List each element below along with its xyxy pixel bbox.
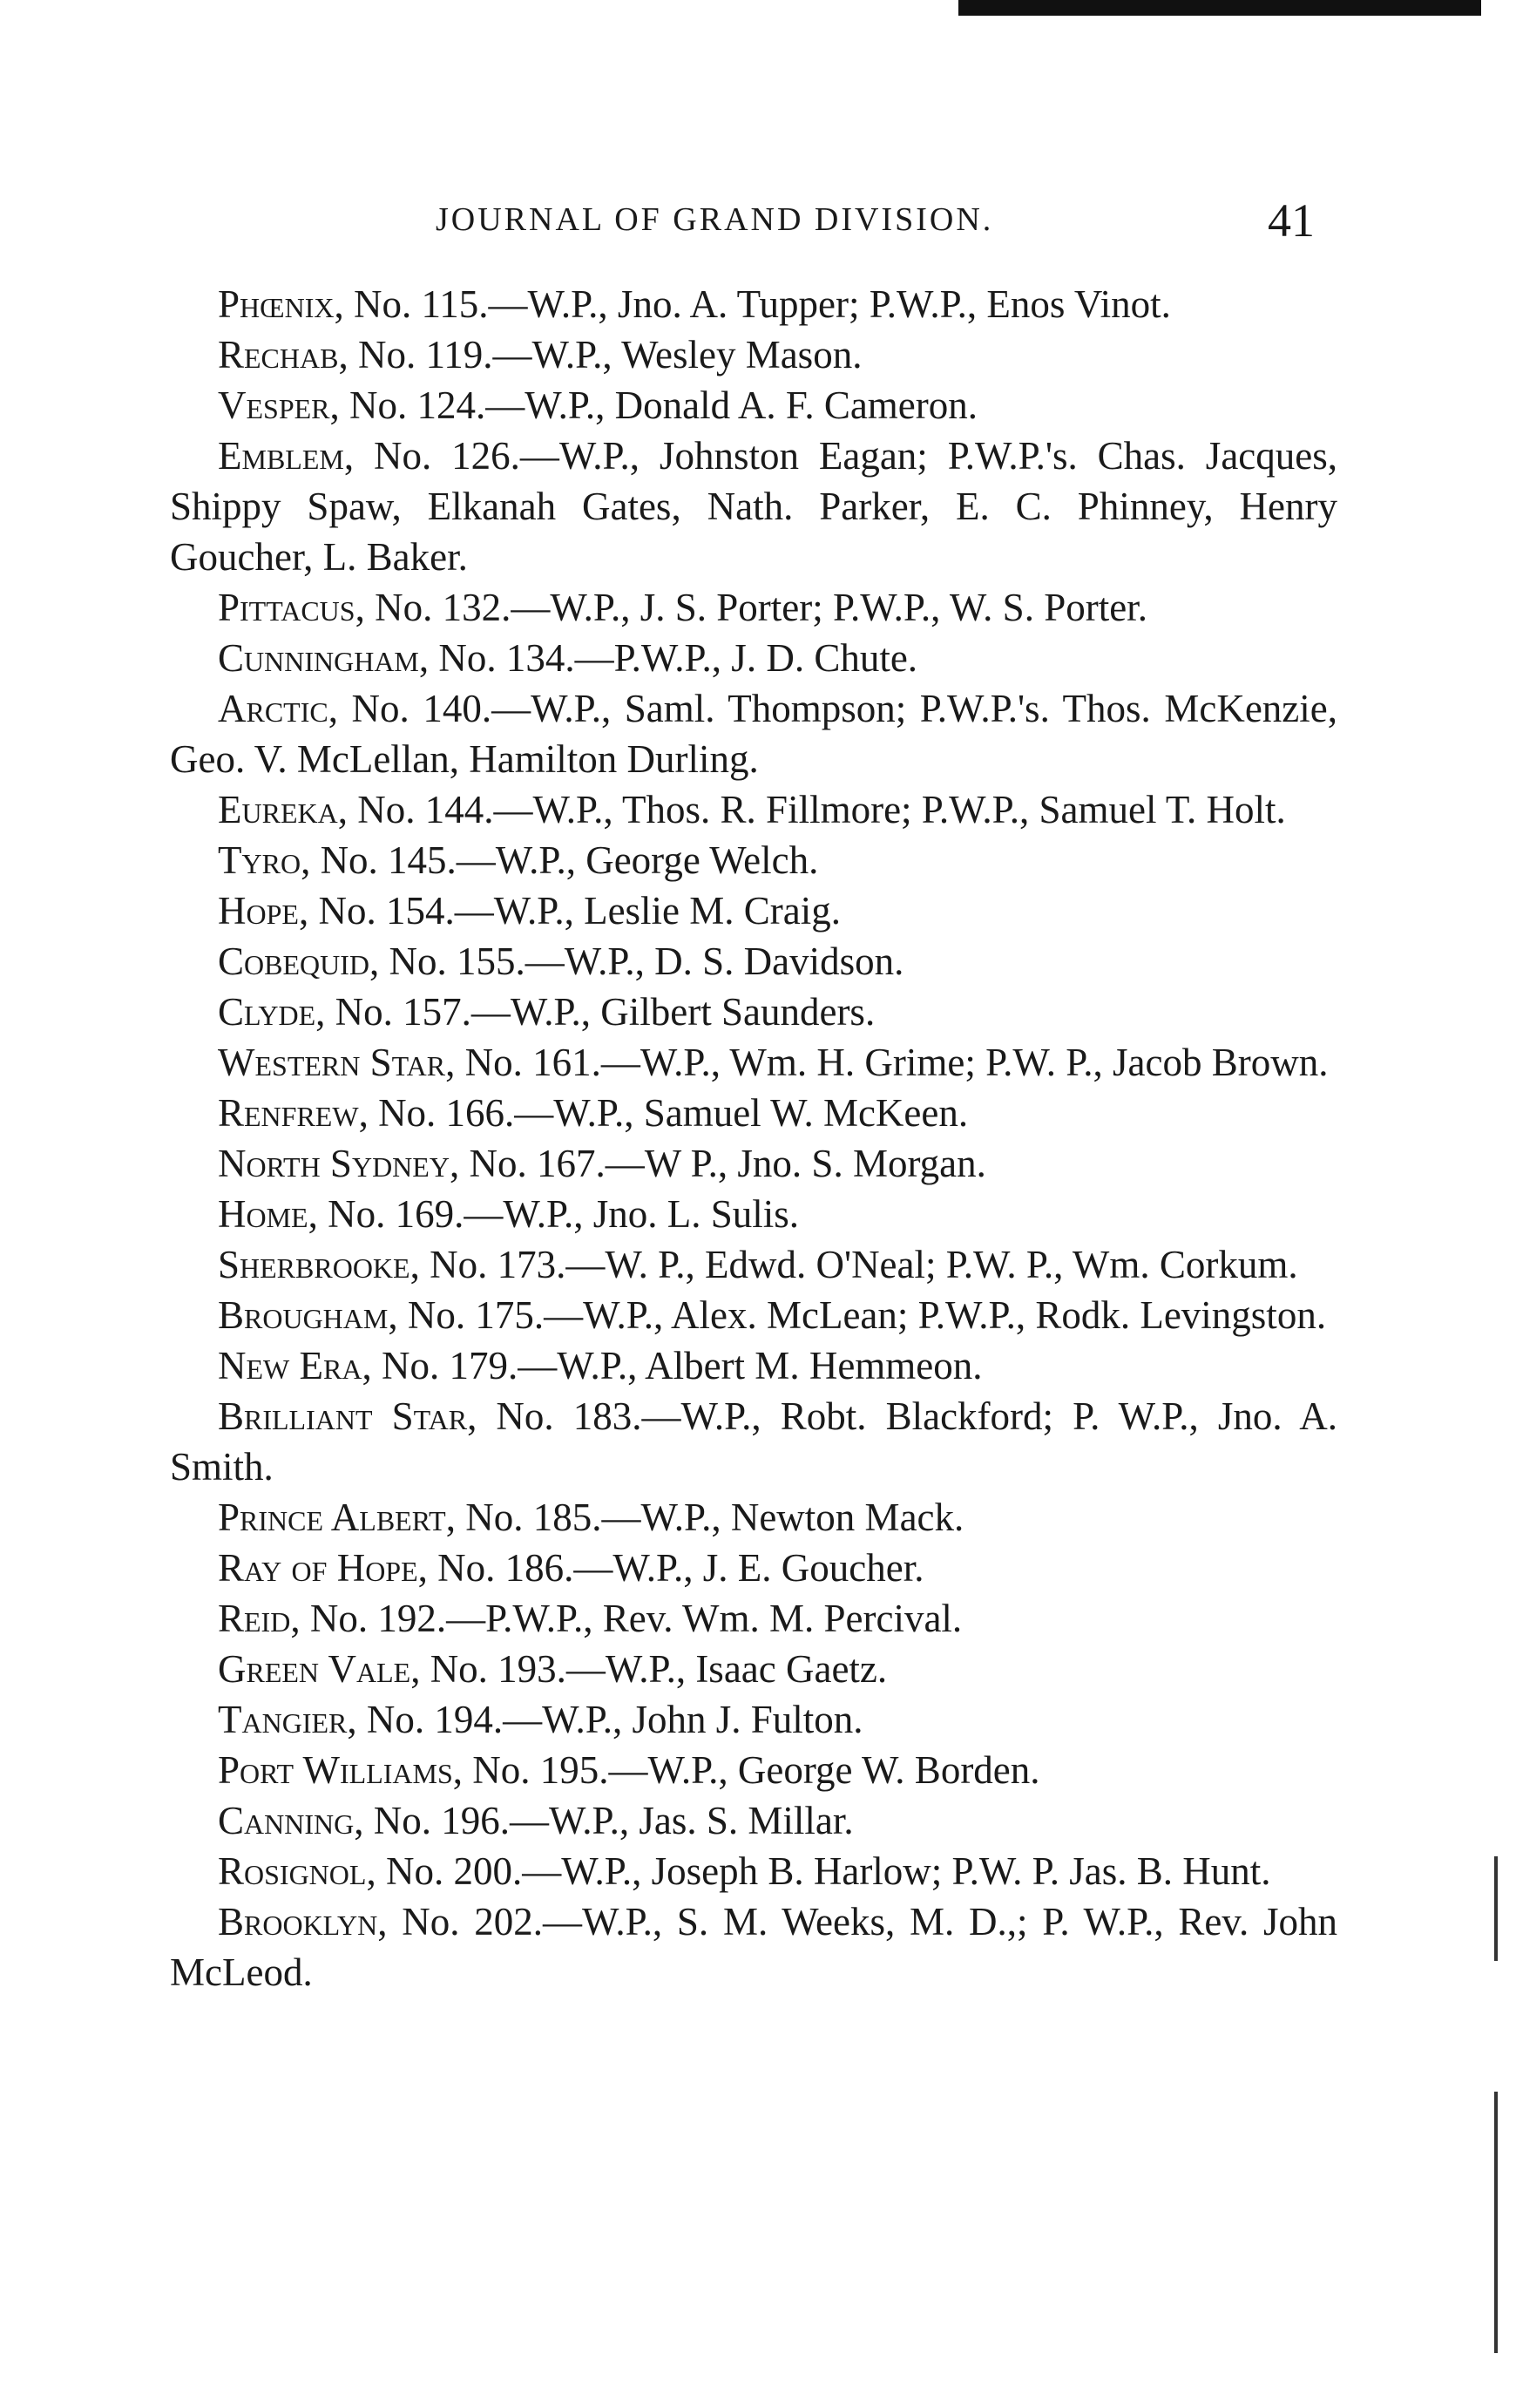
list-item	[170, 1745, 1337, 1795]
division-officers: , No. 119.—W.P., Wesley Mason.	[338, 333, 863, 376]
list-item	[170, 582, 1337, 633]
division-officers: , No. 169.—W.P., Jno. L. Sulis.	[308, 1192, 800, 1236]
division-officers: , No. 175.—W.P., Alex. McLean; P.W.P., Rodk. Levingston.	[388, 1293, 1327, 1337]
division-name: Tyro	[218, 838, 301, 882]
division-officers: , No. 161.—W.P., Wm. H. Grime; P.W. P., Jacob Brown.	[445, 1041, 1329, 1084]
division-officers: , No. 115.—W.P., Jno. A. Tupper; P.W.P., Enos Vinot.	[334, 282, 1171, 326]
list-item	[170, 835, 1337, 885]
division-officers: , No. 202.—W.P., S. M. Weeks, M. D.,; P. W.P., Rev. John McLeod.	[170, 1900, 1337, 1994]
division-officers: , No. 179.—W.P., Albert M. Hemmeon.	[362, 1344, 983, 1387]
list-item	[170, 1340, 1337, 1391]
division-officers: , No. 186.—W.P., J. E. Goucher.	[417, 1546, 924, 1590]
list-item	[170, 1138, 1337, 1189]
list-item	[170, 1644, 1337, 1694]
division-name: New Era	[218, 1344, 362, 1387]
division-name: Home	[218, 1192, 308, 1236]
page-edge-mark	[1494, 2092, 1498, 2353]
division-officers: , No. 145.—W.P., George Welch.	[301, 838, 819, 882]
list-item	[170, 1239, 1337, 1290]
division-officers: , No. 124.—W.P., Donald A. F. Cameron.	[329, 383, 978, 427]
list-item	[170, 1290, 1337, 1340]
division-name: Green Vale	[218, 1647, 411, 1691]
list-item	[170, 1694, 1337, 1745]
division-name: Reid	[218, 1597, 291, 1640]
division-list	[170, 279, 1337, 1998]
division-name: Brooklyn	[218, 1900, 378, 1943]
division-name: Rosignol	[218, 1849, 367, 1893]
division-name: Clyde	[218, 990, 316, 1034]
list-item	[170, 431, 1337, 582]
division-name: North Sydney	[218, 1142, 450, 1185]
list-item	[170, 329, 1337, 380]
division-name: Prince Albert	[218, 1496, 446, 1539]
list-item	[170, 633, 1337, 683]
division-officers: , No. 144.—W.P., Thos. R. Fillmore; P.W.P., Samuel T. Holt.	[337, 788, 1286, 831]
division-name: Vesper	[218, 383, 330, 427]
division-officers: , No. 155.—W.P., D. S. Davidson.	[369, 939, 904, 983]
division-officers: , No. 194.—W.P., John J. Fulton.	[347, 1698, 863, 1741]
list-item	[170, 1391, 1337, 1492]
list-item	[170, 380, 1337, 431]
division-name: Pittacus	[218, 586, 355, 629]
division-officers: , No. 134.—P.W.P., J. D. Chute.	[418, 636, 918, 680]
division-name: Phœnix	[218, 282, 335, 326]
list-item	[170, 885, 1337, 936]
division-officers: , No. 192.—P.W.P., Rev. Wm. M. Percival.	[290, 1597, 963, 1640]
division-name: Hope	[218, 889, 299, 933]
division-officers: , No. 154.—W.P., Leslie M. Craig.	[298, 889, 842, 933]
list-item	[170, 1492, 1337, 1543]
division-officers: , No. 196.—W.P., Jas. S. Millar.	[354, 1799, 854, 1842]
list-item	[170, 1037, 1337, 1088]
list-item	[170, 1846, 1337, 1896]
division-name: Western Star	[218, 1041, 446, 1084]
running-head	[0, 194, 1516, 253]
list-item	[170, 279, 1337, 329]
list-item	[170, 1593, 1337, 1644]
division-name: Ray of Hope	[218, 1546, 418, 1590]
list-item	[170, 1795, 1337, 1846]
page-edge-mark	[1494, 1856, 1498, 1961]
running-title: JOURNAL OF GRAND DIVISION.	[436, 201, 994, 238]
division-name: Port Williams	[218, 1748, 453, 1792]
list-item	[170, 1088, 1337, 1138]
division-officers: , No. 173.—W. P., Edwd. O'Neal; P.W. P., Wm. Corkum.	[409, 1243, 1298, 1286]
page-number: 41	[1268, 194, 1315, 247]
division-officers: , No. 195.—W.P., George W. Borden.	[452, 1748, 1040, 1792]
division-officers: , No. 157.—W.P., Gilbert Saunders.	[315, 990, 876, 1034]
division-officers: , No. 185.—W.P., Newton Mack.	[445, 1496, 964, 1539]
list-item	[170, 1543, 1337, 1593]
division-name: Emblem	[218, 434, 344, 478]
division-officers: , No. 200.—W.P., Joseph B. Harlow; P.W. P. Jas. B. Hunt.	[366, 1849, 1271, 1893]
division-name: Eureka	[218, 788, 338, 831]
list-item	[170, 1189, 1337, 1239]
division-officers: , No. 140.—W.P., Saml. Thompson; P.W.P.'s. Thos. McKenzie, Geo. V. McLellan, Hamilton Durling.	[170, 687, 1337, 781]
division-officers: , No. 126.—W.P., Johnston Eagan; P.W.P.'s. Chas. Jacques, Shippy Spaw, Elkanah Gates, Nath. Parker, E. C. Phinney, Henry Goucher, L. Baker.	[170, 434, 1337, 579]
division-name: Rechab	[218, 333, 339, 376]
division-name: Brougham	[218, 1293, 389, 1337]
division-name: Cunningham	[218, 636, 419, 680]
division-name: Arctic	[218, 687, 328, 730]
top-rule	[958, 0, 1481, 16]
list-item	[170, 784, 1337, 835]
division-name: Sherbrooke	[218, 1243, 410, 1286]
list-item	[170, 936, 1337, 987]
list-item	[170, 1896, 1337, 1998]
division-name: Tangier	[218, 1698, 348, 1741]
division-officers: , No. 166.—W.P., Samuel W. McKeen.	[358, 1091, 969, 1135]
list-item	[170, 683, 1337, 784]
list-item	[170, 987, 1337, 1037]
division-name: Renfrew	[218, 1091, 359, 1135]
division-officers: , No. 167.—W P., Jno. S. Morgan.	[449, 1142, 986, 1185]
division-name: Canning	[218, 1799, 355, 1842]
division-name: Cobequid	[218, 939, 369, 983]
division-name: Brilliant Star	[218, 1394, 468, 1438]
division-officers: , No. 132.—W.P., J. S. Porter; P.W.P., W. S. Porter.	[355, 586, 1147, 629]
division-officers: , No. 183.—W.P., Robt. Blackford; P. W.P., Jno. A. Smith.	[170, 1394, 1338, 1489]
division-officers: , No. 193.—W.P., Isaac Gaetz.	[410, 1647, 888, 1691]
